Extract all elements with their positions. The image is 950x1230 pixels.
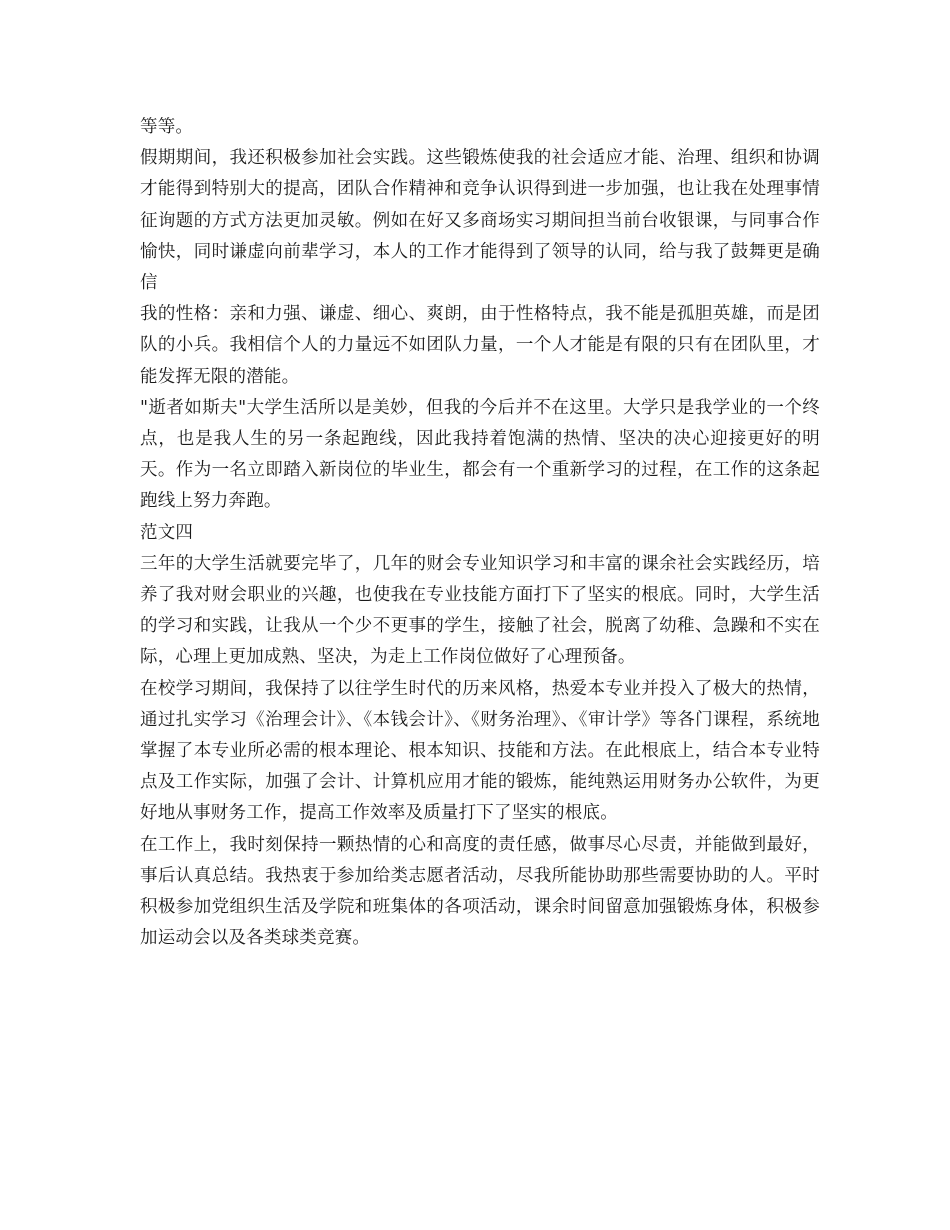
paragraph-continuation: 等等。 (140, 117, 194, 137)
paragraph-social-practice: 假期期间，我还积极参加社会实践。这些锻炼使我的社会适应才能、治理、组织和协调才能得到特别大的提高，团队合作精神和竞争认识得到进一步加强，也让我在处理事情征询题的方式方法更加灵敏。例如在好又多商场实习期间担当前台收银课，与同事合作愉快，同时谦虚向前辈学习，本人的工作才能得到了领导的认同，给与我了鼓舞更是确信 (140, 148, 820, 294)
section-heading-sample-four: 范文四 (140, 522, 194, 543)
paragraph-future: "逝者如斯夫"大学生活所以是美妙，但我的今后并不在这里。大学只是我学业的一个终点，也是我人生的另一条起跑线，因此我持着饱满的热情、坚决的决心迎接更好的明天。作为一名立即踏入新岗位的毕业生，都会有一个重新学习的过程，在工作的这条起跑线上努力奔跑。 (140, 397, 820, 512)
paragraph-work: 在工作上，我时刻保持一颗热情的心和高度的责任感，做事尽心尽责，并能做到最好，事后认真总结。我热衷于参加给类志愿者活动，尽我所能协助那些需要协助的人。平时积极参加党组织生活及学院和班集体的各项活动，课余时间留意加强锻炼身体，积极参加运动会以及各类球类竞赛。 (140, 834, 820, 949)
paragraph-college-life: 三年的大学生活就要完毕了，几年的财会专业知识学习和丰富的课余社会实践经历，培养了我对财会职业的兴趣，也使我在专业技能方面打下了坚实的根底。同时，大学生活的学习和实践，让我从一个少不更事的学生，接触了社会，脱离了幼稚、急躁和不实在际，心理上更加成熟、坚决，为走上工作岗位做好了心理预备。 (140, 553, 820, 668)
document-body (140, 112, 820, 954)
paragraph-study: 在校学习期间，我保持了以往学生时代的历来风格，热爱本专业并投入了极大的热情，通过扎实学习《治理会计》、《本钱会计》、《财务治理》、《审计学》等各门课程，系统地掌握了本专业所必需的根本理论、根本知识、技能和方法。在此根底上，结合本专业特点及工作实际，加强了会计、计算机应用才能的锻炼，能纯熟运用财务办公软件，为更好地从事财务工作，提高工作效率及质量打下了坚实的根底。 (140, 678, 820, 824)
paragraph-personality: 我的性格：亲和力强、谦虚、细心、爽朗，由于性格特点，我不能是孤胆英雄，而是团队的小兵。我相信个人的力量远不如团队力量，一个人才能是有限的只有在团队里，才能发挥无限的潜能。 (140, 304, 820, 387)
